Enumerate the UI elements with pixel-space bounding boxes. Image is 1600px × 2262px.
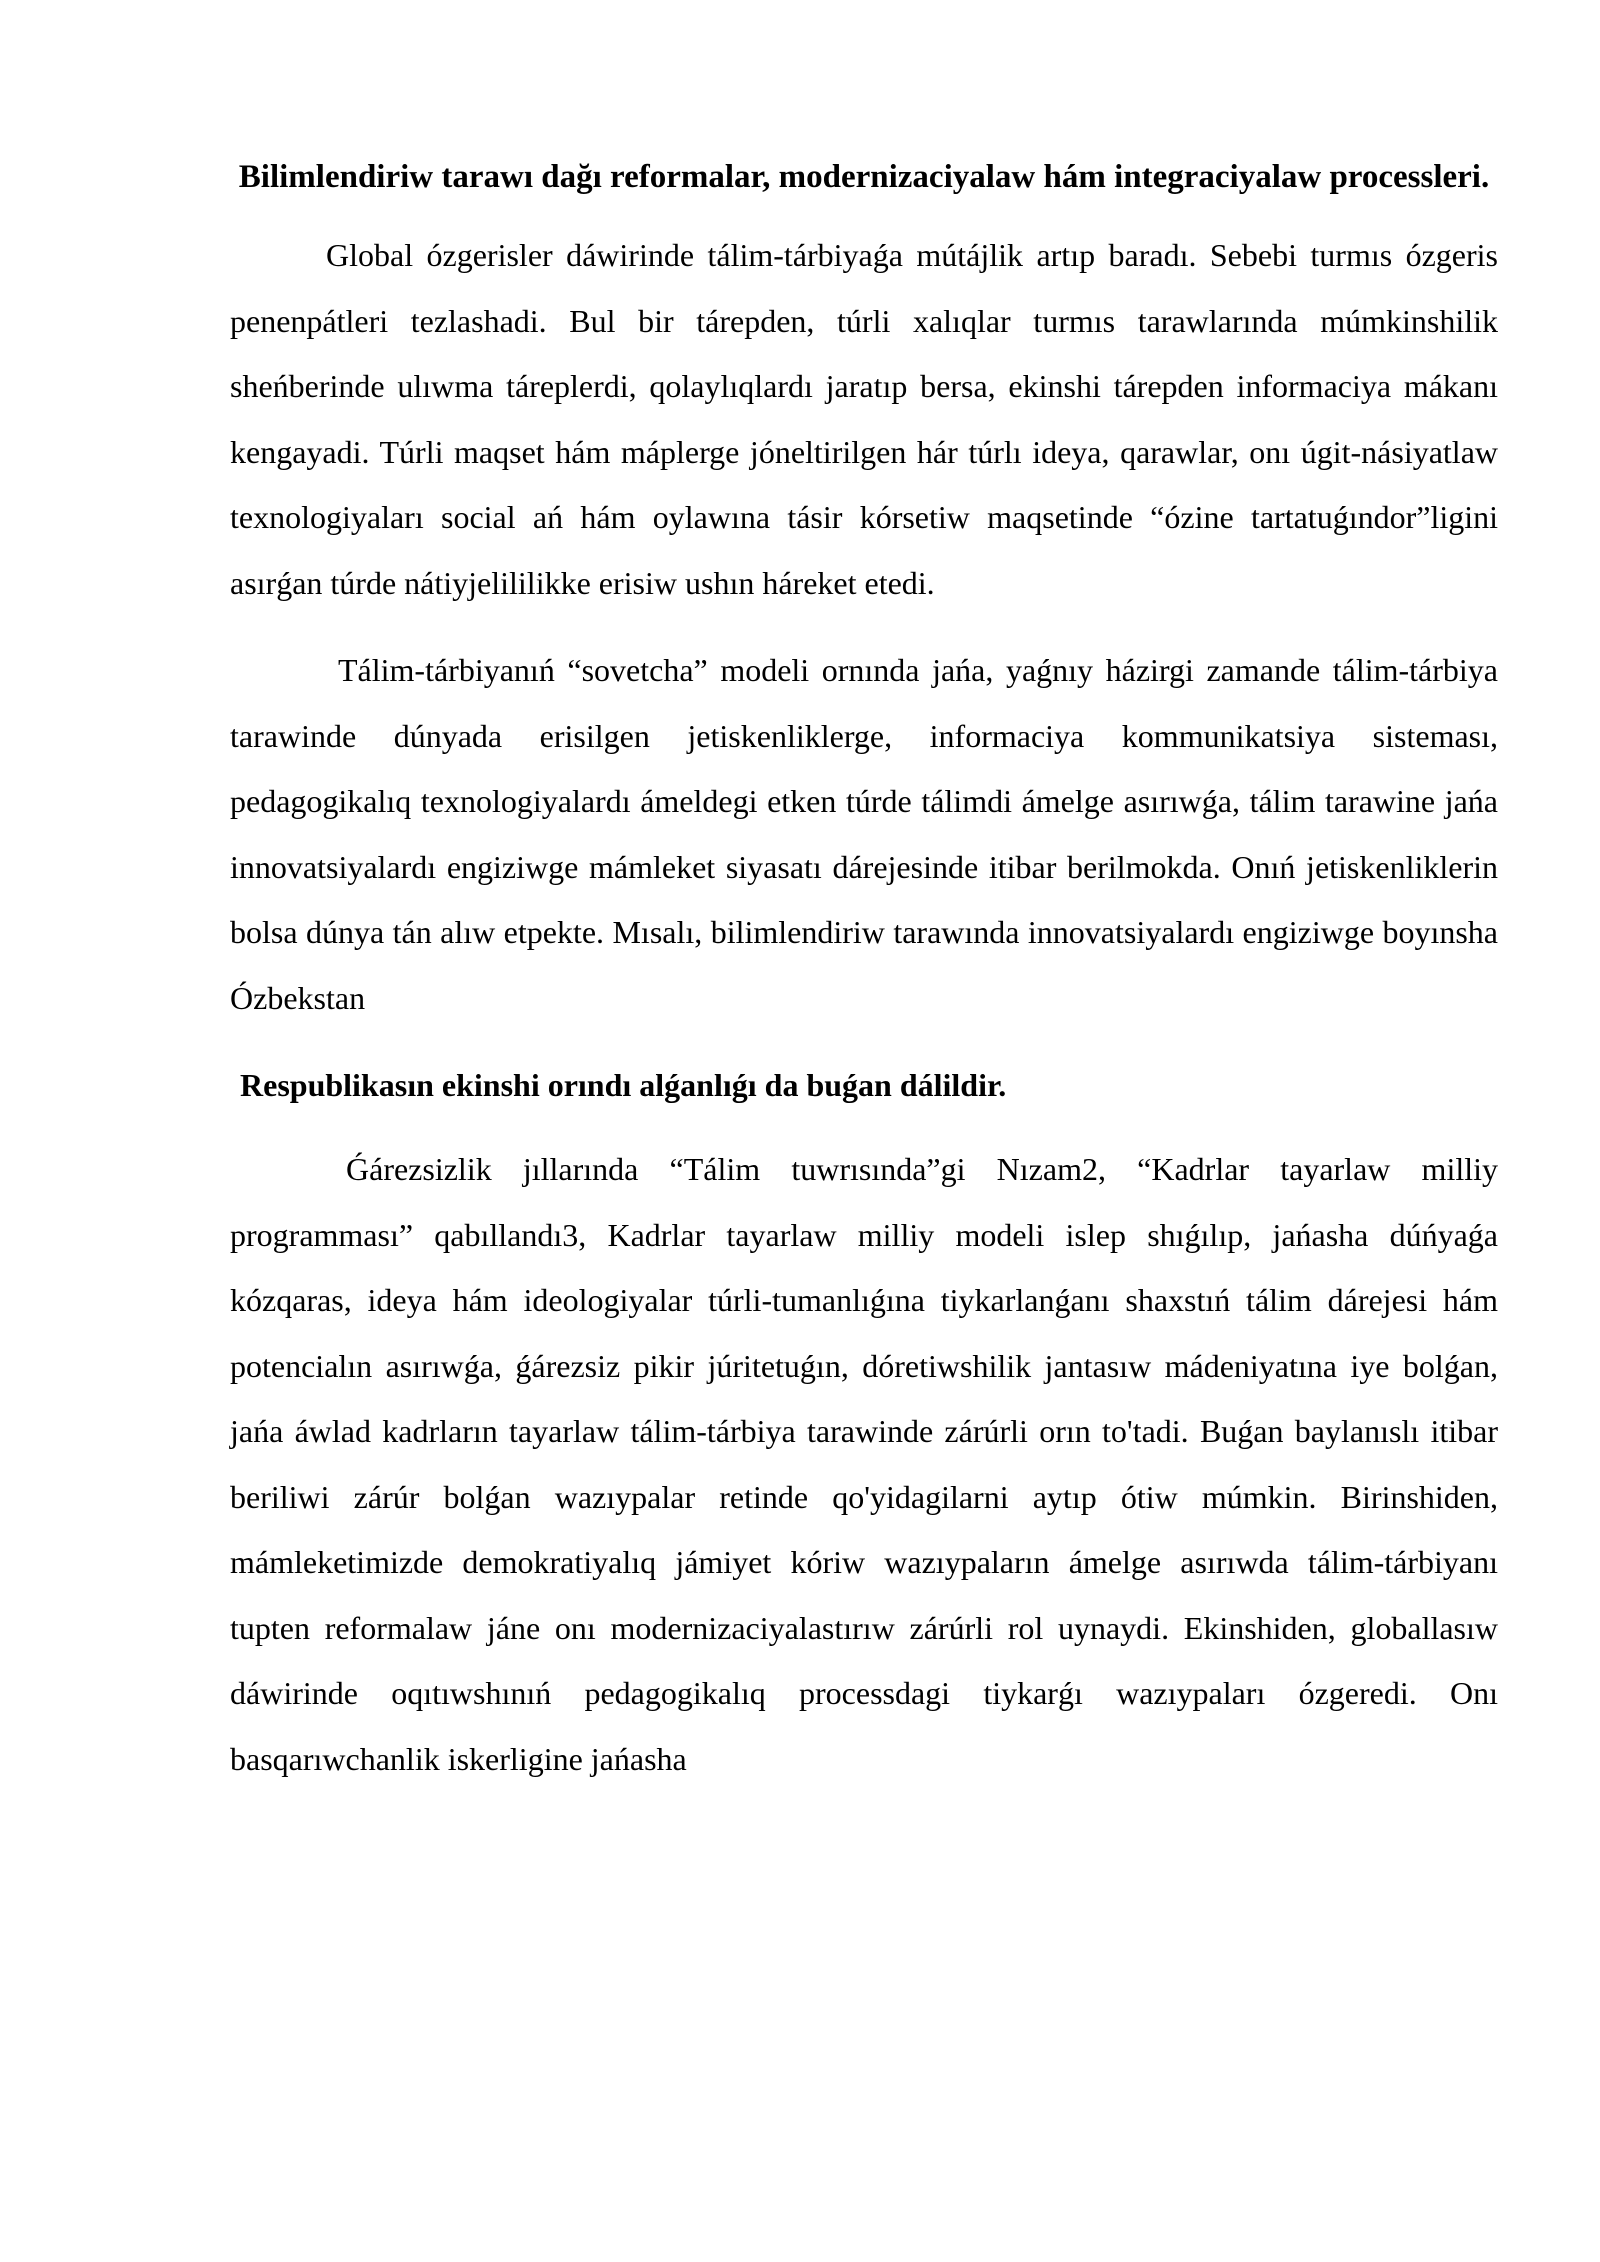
paragraph-3: Ǵárezsizlik jıllarında “Tálim tuwrısında”gi Nızam2, “Kadrlar tayarlaw milliy programması” qabıllandı3, Kadrlar tayarlaw milliy modeli islep shıǵılıp, jańasha dúńyaǵa kózqaras, ideya hám ideologiyalar túrli-tumanlıǵına tiykarlanǵanı shaxstıń tálim dárejesi hám potencialın asırıwǵa, ǵárezsiz pikir júritetuǵın, dóretiwshilik jantasıw mádeniyatına iye bolǵan, jańa áwlad kadrların tayarlaw tálim-tárbiya tarawinde zárúrli orın to'tadi. Buǵan baylanıslı itibar beriliwi zárúr bolǵan wazıypalar retinde qo'yidagilarni aytıp ótiw múmkin. Birinshiden, mámleketimizde demokratiyalıq jámiyet kóriw wazıypaların ámelge asırıwda tálim-tárbiyanı tupten reformalaw jáne onı modernizaciyalastırıw zárúrli rol uynaydi. Ekinshiden, globallasıw dáwirinde oqıtıwshınıń pedagogikalıq processdagi tiykarǵı wazıypaları ózgeredi. Onı basqarıwchanlik iskerligine jańasha: [230, 1151, 1498, 1777]
paragraph-2: Tálim-tárbiyanıń “sovetcha” modeli ornında jańa, yaǵnıy házirgi zamande tálim-tárbiya tarawinde dúnyada erisilgen jetiskenliklerge, informaciya kommunikatsiya sisteması, pedagogikalıq texnologiyalardı ámeldegi etken túrde tálimdi ámelge asırıwǵa, tálim tarawine jańa innovatsiyalardı engiziwge mámleket siyasatı dárejesinde itibar berilmokda. Onıń jetiskenliklerin bolsa dúnya tán alıw etpekte. Mısalı, bilimlendiriw tarawında innovatsiyalardı engiziwge boyınsha Ózbekstan: [230, 652, 1498, 1016]
document-title: Bilimlendiriw tarawı dağı reformalar, modernizaciyalaw hám integraciyalaw processleri.: [238, 159, 1490, 195]
paragraph-1: Global ózgerisler dáwirinde tálim-tárbiyaǵa mútájlik artıp baradı. Sebebi turmıs ózgeris penenpátleri tezlashadi. Bul bir tárepden, túrli xalıqlar turmıs tarawlarında múmkinshilik sheńberinde ulıwma táreplerdi, qolaylıqlardı jaratıp bersa, ekinshi tárepden informaciya mákanı kengayadi. Túrli maqset hám máplerge jóneltirilgen hár túrlı ideya, qarawlar, onı úgit-násiyatlaw texnologiyaları social ań hám oylawına tásir kórsetiw maqsetinde “ózine tartatuǵındor”ligini asırǵan túrde nátiyjelililikke erisiw ushın háreket etedi.: [230, 237, 1498, 601]
subheading: Respublikasın ekinshi orındı alǵanlıǵı da buǵan dálildir.: [240, 1067, 1007, 1103]
document-page: [230, 145, 1498, 1814]
